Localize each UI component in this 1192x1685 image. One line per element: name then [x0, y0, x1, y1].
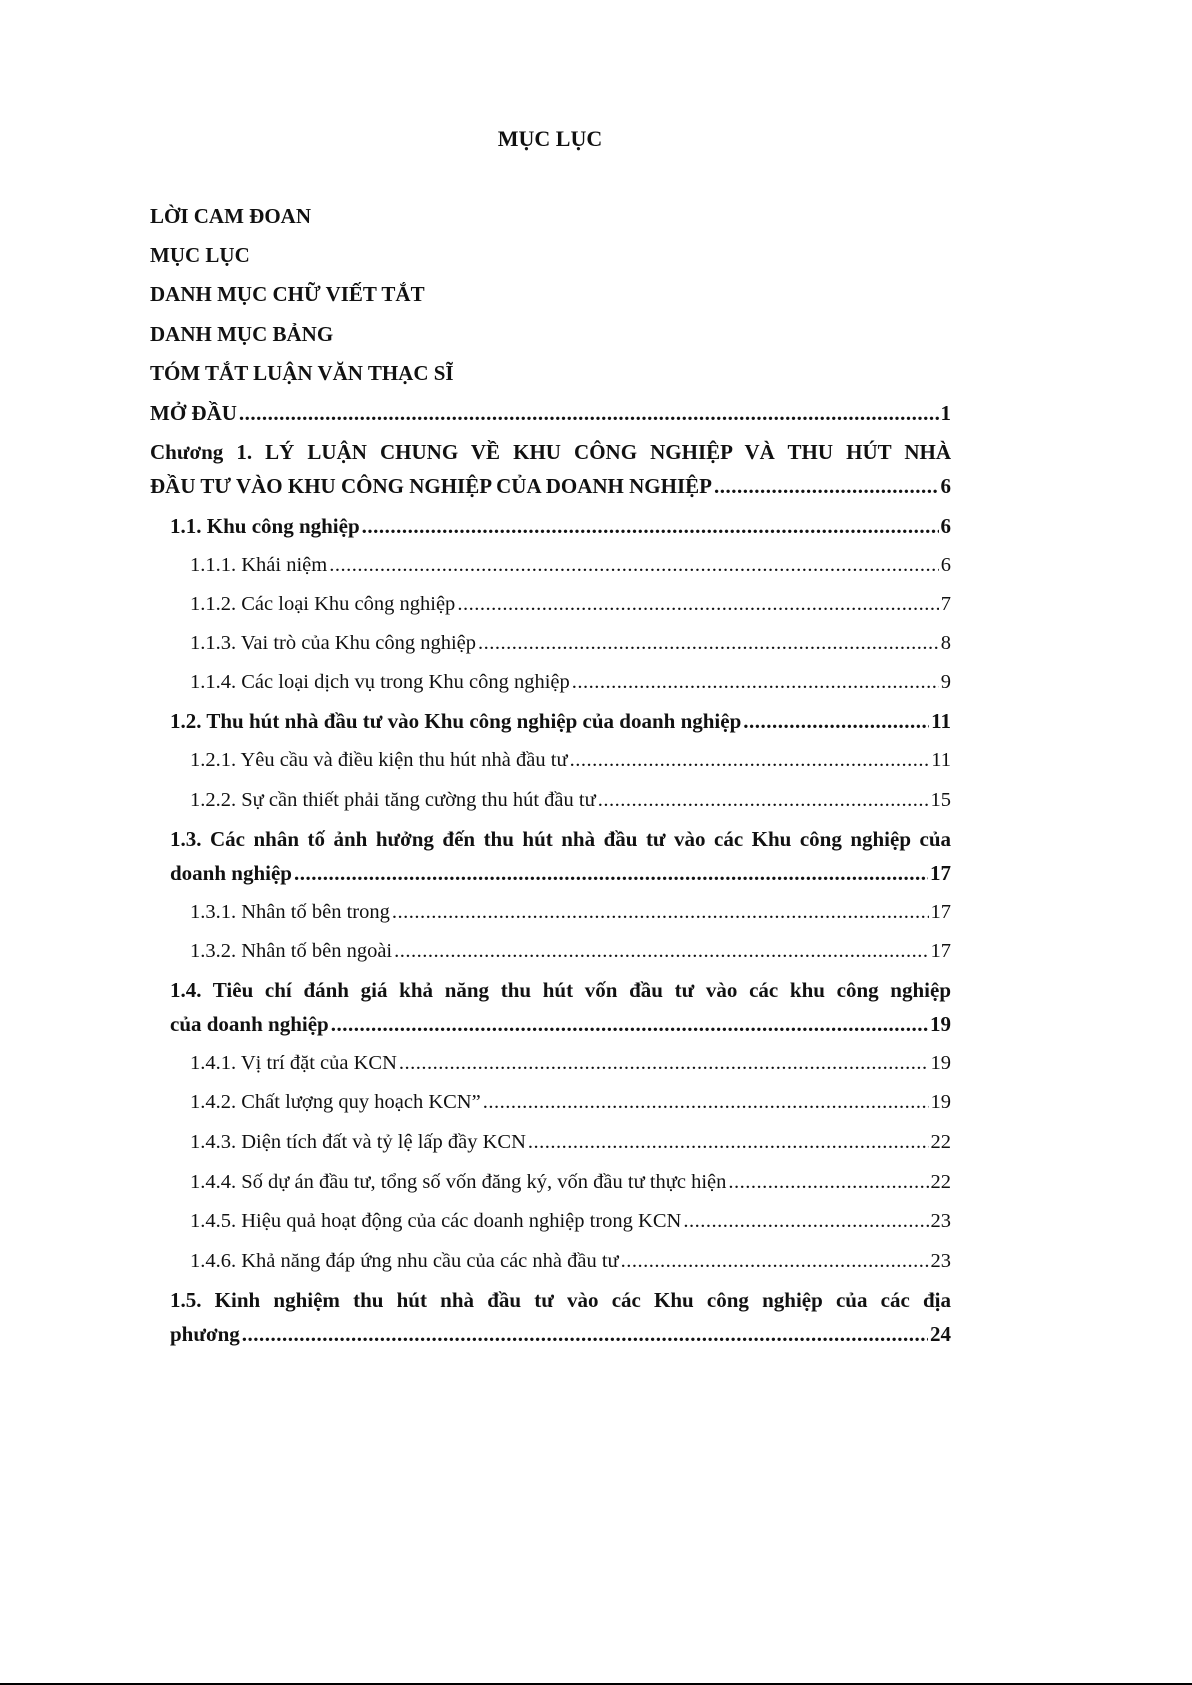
dot-leader: [621, 1249, 929, 1273]
toc-entry-text: 1.1.2. Các loại Khu công nghiệp: [190, 593, 456, 615]
toc-entry[interactable]: [170, 1288, 951, 1346]
toc-heading[interactable]: MỤC LỤC: [150, 243, 250, 267]
toc-page-number: 8: [940, 632, 951, 654]
dot-leader: [572, 670, 939, 694]
toc-page-number: 23: [930, 1210, 951, 1232]
toc-entry[interactable]: [170, 514, 951, 538]
dot-leader: [683, 1209, 928, 1233]
toc-entry[interactable]: [170, 709, 951, 733]
toc-entry-text: 1.4.1. Vị trí đặt của KCN: [190, 1052, 397, 1074]
toc-entry[interactable]: [150, 440, 951, 498]
toc-entry-text: 1.1. Khu công nghiệp: [170, 514, 360, 538]
toc-entry[interactable]: [190, 1170, 951, 1194]
toc-entry-text: 1.4.3. Diện tích đất và tỷ lệ lấp đầy KCN: [190, 1131, 526, 1153]
toc-page-number: 19: [930, 1052, 951, 1074]
toc-title: MỤC LỤC: [497, 126, 603, 151]
toc-entry[interactable]: [190, 670, 951, 694]
toc-entry-text: 1.2.2. Sự cần thiết phải tăng cường thu hút đầu tư: [190, 789, 596, 811]
dot-leader: [239, 401, 939, 425]
toc-entry-text: 1.3.2. Nhân tố bên ngoài: [190, 940, 393, 962]
dot-leader: [362, 514, 939, 538]
toc-entry[interactable]: [190, 1130, 951, 1154]
toc-entry[interactable]: [190, 748, 951, 772]
dot-leader: [294, 861, 928, 885]
toc-page-number: 11: [931, 749, 951, 771]
toc-entry-text: ĐẦU TƯ VÀO KHU CÔNG NGHIỆP CỦA DOANH NGHIỆP: [150, 474, 712, 498]
toc-entry[interactable]: [190, 939, 951, 963]
toc-entry-text: phương: [170, 1322, 240, 1346]
toc-page-number: 19: [930, 1012, 951, 1036]
toc-entry-text: 1.1.4. Các loại dịch vụ trong Khu công nghiệp: [190, 671, 570, 693]
toc-entry-text: MỞ ĐẦU: [150, 401, 237, 425]
dot-leader: [392, 900, 929, 924]
toc-entry[interactable]: [170, 827, 951, 885]
toc-entry[interactable]: [190, 592, 951, 616]
toc-page-number: 17: [930, 861, 951, 885]
toc-heading[interactable]: DANH MỤC BẢNG: [150, 322, 334, 346]
toc-page-number: 22: [930, 1131, 951, 1153]
toc-entry-text: của doanh nghiệp: [170, 1012, 329, 1036]
toc-entry-text: doanh nghiệp: [170, 861, 292, 885]
toc-entry-text: 1.2.1. Yêu cầu và điều kiện thu hút nhà đầu tư: [190, 749, 568, 771]
dot-leader: [714, 474, 939, 498]
toc-entry-text: 1.1.3. Vai trò của Khu công nghiệp: [190, 632, 476, 654]
toc-page-number: 11: [931, 709, 951, 733]
toc-entry[interactable]: [190, 900, 951, 924]
toc-entry-text: 1.4.6. Khả năng đáp ứng nhu cầu của các nhà đầu tư: [190, 1250, 619, 1272]
toc-page-number: 6: [940, 474, 951, 498]
dot-leader: [728, 1170, 928, 1194]
toc-page-number: 7: [940, 593, 951, 615]
toc-page-number: 19: [930, 1091, 951, 1113]
toc-page-number: 6: [940, 514, 951, 538]
dot-leader: [743, 709, 929, 733]
toc-entry-text: 1.4.5. Hiệu quả hoạt động của các doanh nghiệp trong KCN: [190, 1210, 682, 1232]
toc-entry-text: 1.4.4. Số dự án đầu tư, tổng số vốn đăng ký, vốn đầu tư thực hiện: [190, 1171, 727, 1193]
toc-heading[interactable]: LỜI CAM ĐOAN: [150, 204, 311, 228]
toc-heading[interactable]: TÓM TẮT LUẬN VĂN THẠC SĨ: [150, 361, 454, 385]
dot-leader: [478, 631, 939, 655]
toc-page-number: 1: [940, 401, 951, 425]
dot-leader: [457, 592, 938, 616]
dot-leader: [329, 553, 939, 577]
toc-entry[interactable]: [190, 788, 951, 812]
dot-leader: [598, 788, 929, 812]
toc-page-number: 23: [930, 1250, 951, 1272]
toc-page-number: 22: [930, 1171, 951, 1193]
dot-leader: [483, 1090, 929, 1114]
toc-entry[interactable]: [170, 978, 951, 1036]
toc-entry[interactable]: [190, 1090, 951, 1114]
toc-page-number: 17: [930, 940, 951, 962]
toc-entry[interactable]: [190, 1249, 951, 1273]
dot-leader: [570, 748, 930, 772]
toc-entry[interactable]: [190, 1209, 951, 1233]
toc-entry[interactable]: [150, 401, 951, 425]
dot-leader: [331, 1012, 928, 1036]
dot-leader: [242, 1322, 928, 1346]
toc-entry[interactable]: [190, 631, 951, 655]
dot-leader: [399, 1051, 929, 1075]
toc-page-number: 17: [930, 901, 951, 923]
dot-leader: [394, 939, 928, 963]
toc-heading[interactable]: DANH MỤC CHỮ VIẾT TẮT: [150, 282, 425, 306]
toc-page-number: 15: [930, 789, 951, 811]
toc-entry-text-line1: 1.3. Các nhân tố ảnh hưởng đến thu hút nhà đầu tư vào các Khu công nghiệp của: [170, 827, 951, 851]
toc-entry[interactable]: [190, 1051, 951, 1075]
toc-entry-text: 1.4.2. Chất lượng quy hoạch KCN”: [190, 1091, 481, 1113]
toc-page-number: 9: [940, 671, 951, 693]
toc-entry-text-line1: 1.4. Tiêu chí đánh giá khả năng thu hút vốn đầu tư vào các khu công nghiệp: [170, 978, 951, 1002]
dot-leader: [528, 1130, 929, 1154]
toc-entry-text-line1: Chương 1. LÝ LUẬN CHUNG VỀ KHU CÔNG NGHIỆP VÀ THU HÚT NHÀ: [150, 440, 951, 464]
toc-entry-text: 1.2. Thu hút nhà đầu tư vào Khu công nghiệp của doanh nghiệp: [170, 709, 742, 733]
toc-entry-text-line1: 1.5. Kinh nghiệm thu hút nhà đầu tư vào các Khu công nghiệp của các địa: [170, 1288, 951, 1312]
toc-entry-text: 1.1.1. Khái niệm: [190, 554, 328, 576]
toc-page-number: 24: [930, 1322, 951, 1346]
toc-entry[interactable]: [190, 553, 951, 577]
toc-entry-text: 1.3.1. Nhân tố bên trong: [190, 901, 390, 923]
toc-page-number: 6: [940, 554, 951, 576]
